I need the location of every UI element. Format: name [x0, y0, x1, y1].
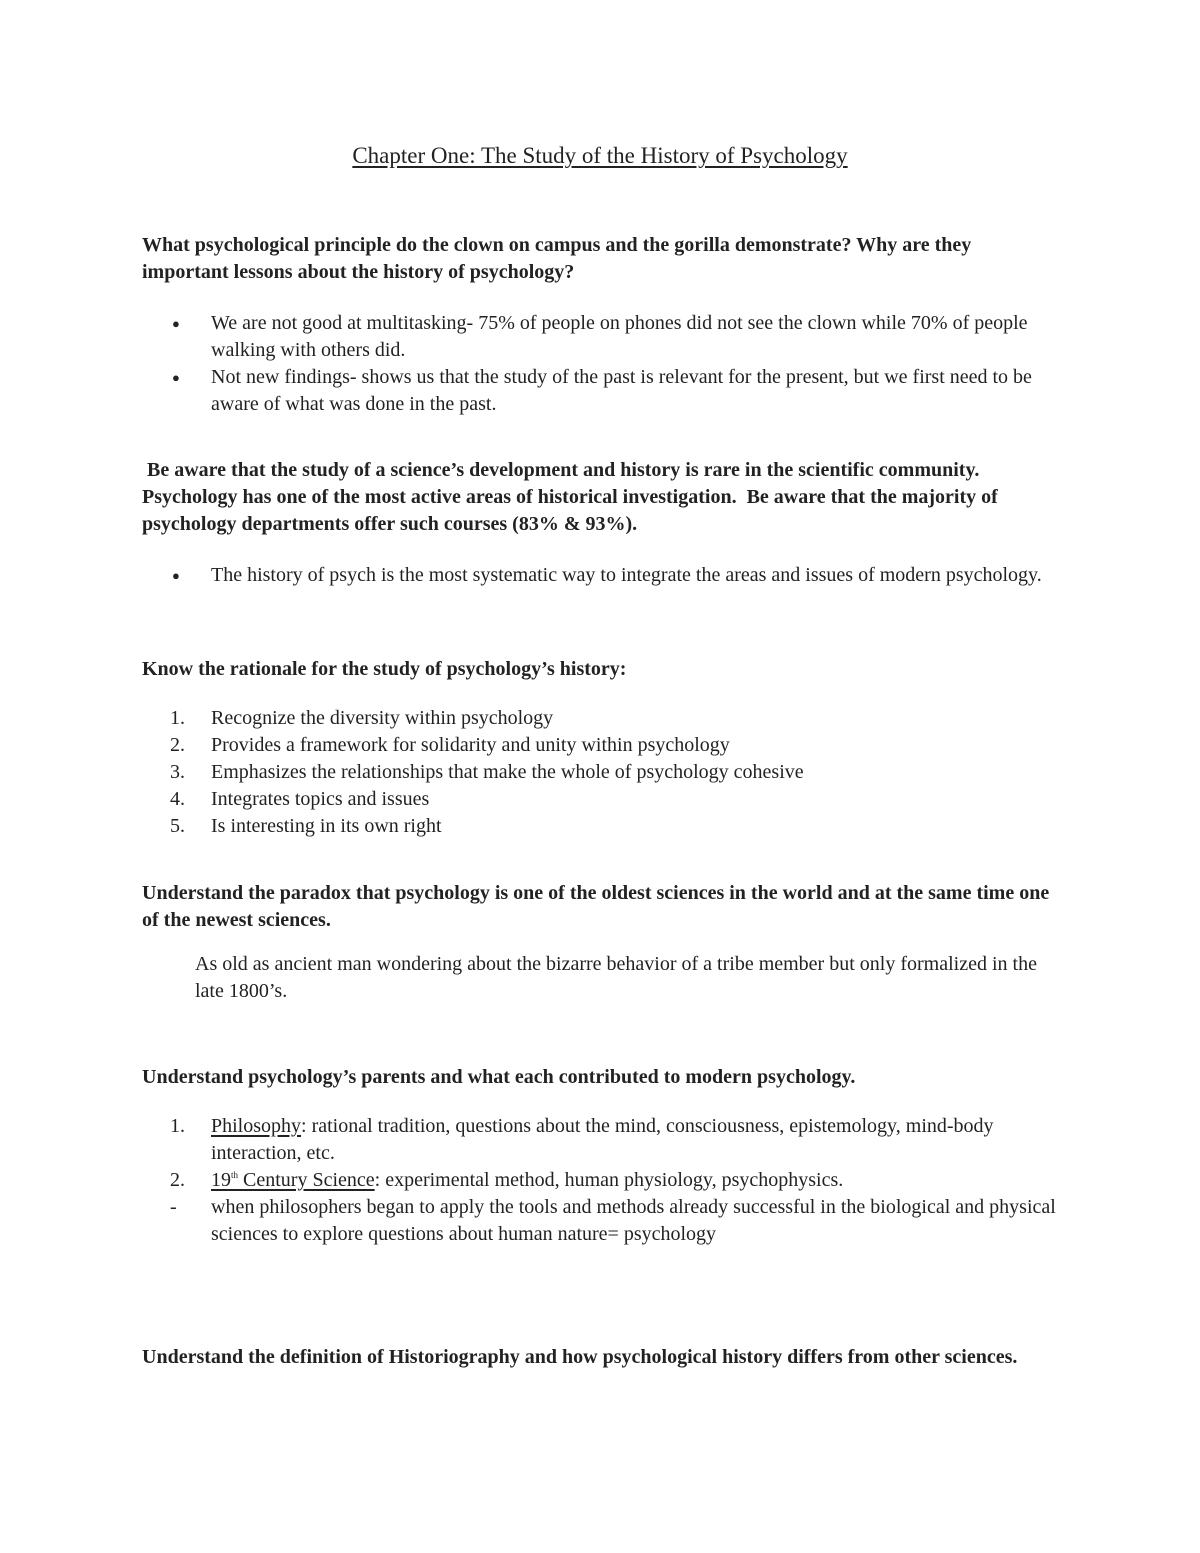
bullet-icon: ●: [172, 370, 180, 385]
list-number: 1.: [170, 1115, 185, 1137]
term-19th-century-science: [211, 1169, 375, 1191]
list-number: 5.: [170, 815, 185, 837]
list-item: [142, 813, 1062, 840]
bullet-icon: ●: [172, 568, 180, 583]
numbered-list-rationale: [142, 705, 1062, 840]
list-number: 4.: [170, 788, 185, 810]
list-item-text: Recognize the diversity within psychology: [211, 707, 554, 729]
list-item: [142, 562, 1062, 589]
list-item: [142, 364, 1062, 418]
list-item: [142, 786, 1062, 813]
question-heading-rationale: Know the rationale for the study of psychology’s history:: [142, 658, 627, 680]
question-heading-paradox: Understand the paradox that psychology is one of the oldest sciences in the world and at the same time one of the newest sciences.: [142, 882, 1050, 931]
list-item-text: when philosophers began to apply the tools and methods already successful in the biological and physical sciences to explore questions about human nature= psychology: [211, 1196, 1056, 1245]
list-item-text: We are not good at multitasking- 75% of people on phones did not see the clown while 70% of people walking with others did.: [211, 312, 1028, 361]
question-heading-parents: Understand psychology’s parents and what each contributed to modern psychology.: [142, 1066, 856, 1088]
list-item-text: Not new findings- shows us that the study of the past is relevant for the present, but we first need to be aware of what was done in the past.: [211, 366, 1032, 415]
list-item-text: Provides a framework for solidarity and unity within psychology: [211, 734, 730, 756]
list-item-text: : experimental method, human physiology, psychophysics.: [374, 1169, 844, 1191]
list-item: [142, 1167, 1062, 1194]
bullet-icon: ●: [172, 316, 180, 331]
paradox-answer: As old as ancient man wondering about the bizarre behavior of a tribe member but only formalized in the late 1800’s.: [195, 953, 1037, 1002]
term-philosophy: Philosophy: [211, 1115, 302, 1137]
list-item-text: Integrates topics and issues: [211, 788, 430, 810]
bullet-list-science-history: [142, 562, 1062, 589]
list-item-text: : rational tradition, questions about the mind, consciousness, epistemology, mind-body interaction, etc.: [211, 1115, 994, 1164]
list-number: 2.: [170, 1169, 185, 1191]
question-heading-science-history: Be aware that the study of a science’s development and history is rare in the scientific community. Psychology has one of the most active areas of historical investigation. Be aware that the majority of psychology departments offer such courses (83% & 93%).: [142, 459, 1003, 535]
question-heading-historiography: Understand the definition of Historiography and how psychological history differs from other sciences.: [142, 1346, 1018, 1368]
list-item: [142, 732, 1062, 759]
numbered-list-parents: [142, 1113, 1062, 1248]
question-heading-clown-gorilla: What psychological principle do the clown on campus and the gorilla demonstrate? Why are they important lessons about the history of psychology?: [142, 234, 972, 283]
term-number: 19: [211, 1169, 231, 1191]
list-item-text: Is interesting in its own right: [211, 815, 442, 837]
list-item-text: Emphasizes the relationships that make the whole of psychology cohesive: [211, 761, 804, 783]
bullet-list-clown-gorilla: [142, 310, 1062, 418]
list-item: [142, 705, 1062, 732]
list-item: [142, 1113, 1062, 1167]
page-title: Chapter One: The Study of the History of Psychology: [352, 143, 848, 168]
list-number: 1.: [170, 707, 185, 729]
term-superscript: th: [231, 1170, 239, 1180]
term-rest: Century Science: [238, 1169, 375, 1191]
list-number: 2.: [170, 734, 185, 756]
list-number: 3.: [170, 761, 185, 783]
list-item-text: The history of psych is the most systematic way to integrate the areas and issues of modern psychology.: [211, 564, 1042, 586]
list-item: [142, 759, 1062, 786]
list-item: [142, 1194, 1062, 1248]
list-dash: -: [170, 1196, 177, 1218]
list-item: [142, 310, 1062, 364]
